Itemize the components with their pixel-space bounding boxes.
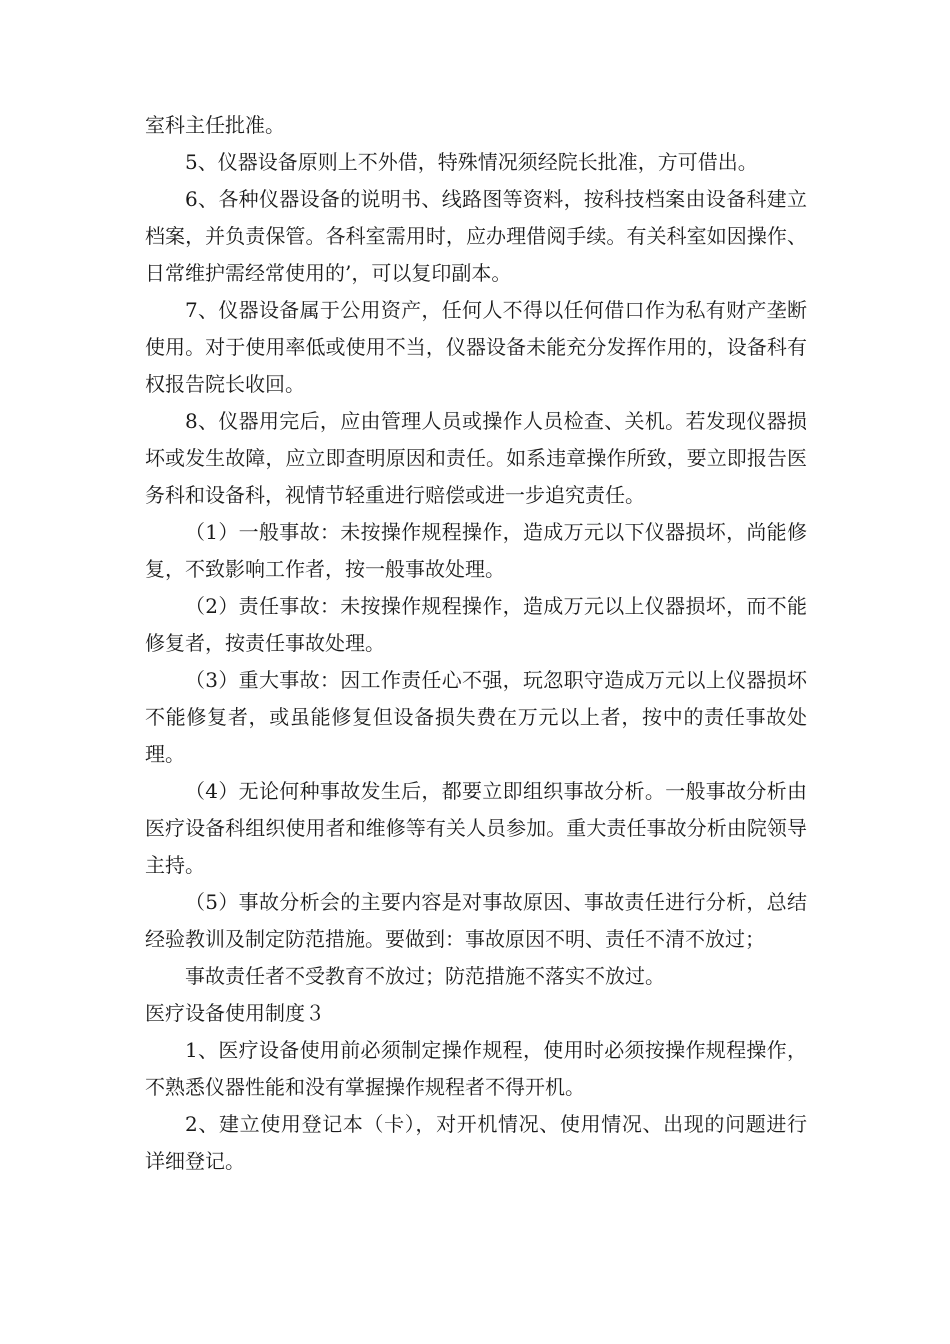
paragraph-item-6: 6、各种仪器设备的说明书、线路图等资料，按科技档案由设备科建立档案，并负责保管。各科室需用时，应办理借阅手续。有关科室如因操作、日常维护需经常使用的’，可以复印副本。 <box>145 187 807 285</box>
document-body <box>145 107 807 1180</box>
paragraph-subitem-5: （5）事故分析会的主要内容是对事故原因、事故责任进行分析，总结经验教训及制定防范措施。要做到：事故原因不明、责任不清不放过； <box>145 890 807 951</box>
paragraph-section3-item-1: 1、医疗设备使用前必须制定操作规程，使用时必须按操作规程操作，不熟悉仪器性能和没有掌握操作规程者不得开机。 <box>145 1038 807 1099</box>
paragraph-subitem-3: （3）重大事故：因工作责任心不强，玩忽职守造成万元以上仪器损坏不能修复者，或虽能修复但设备损失费在万元以上者，按中的责任事故处理。 <box>145 668 807 766</box>
paragraph-continuation: 室科主任批准。 <box>145 113 285 137</box>
paragraph-item-5: 5、仪器设备原则上不外借，特殊情况须经院长批准，方可借出。 <box>185 150 758 174</box>
section-heading: 医疗设备使用制度３ <box>145 1001 325 1025</box>
paragraph-subitem-1: （1）一般事故：未按操作规程操作，造成万元以下仪器损坏，尚能修复，不致影响工作者，按一般事故处理。 <box>145 520 807 581</box>
paragraph-subitem-2: （2）责任事故：未按操作规程操作，造成万元以上仪器损坏，而不能修复者，按责任事故处理。 <box>145 594 807 655</box>
paragraph-subitem-4: （4）无论何种事故发生后，都要立即组织事故分析。一般事故分析由医疗设备科组织使用者和维修等有关人员参加。重大责任事故分析由院领导主持。 <box>145 779 807 877</box>
paragraph-section3-item-2: 2、建立使用登记本（卡），对开机情况、使用情况、出现的问题进行详细登记。 <box>145 1112 807 1173</box>
paragraph-subitem-5-continued: 事故责任者不受教育不放过；防范措施不落实不放过。 <box>185 964 665 988</box>
paragraph-item-8: 8、仪器用完后，应由管理人员或操作人员检查、关机。若发现仪器损坏或发生故障，应立即查明原因和责任。如系违章操作所致，要立即报告医务科和设备科，视情节轻重进行赔偿或进一步追究责任。 <box>145 409 807 507</box>
paragraph-item-7: 7、仪器设备属于公用资产，任何人不得以任何借口作为私有财产垄断使用。对于使用率低或使用不当，仪器设备未能充分发挥作用的，设备科有权报告院长收回。 <box>145 298 807 396</box>
